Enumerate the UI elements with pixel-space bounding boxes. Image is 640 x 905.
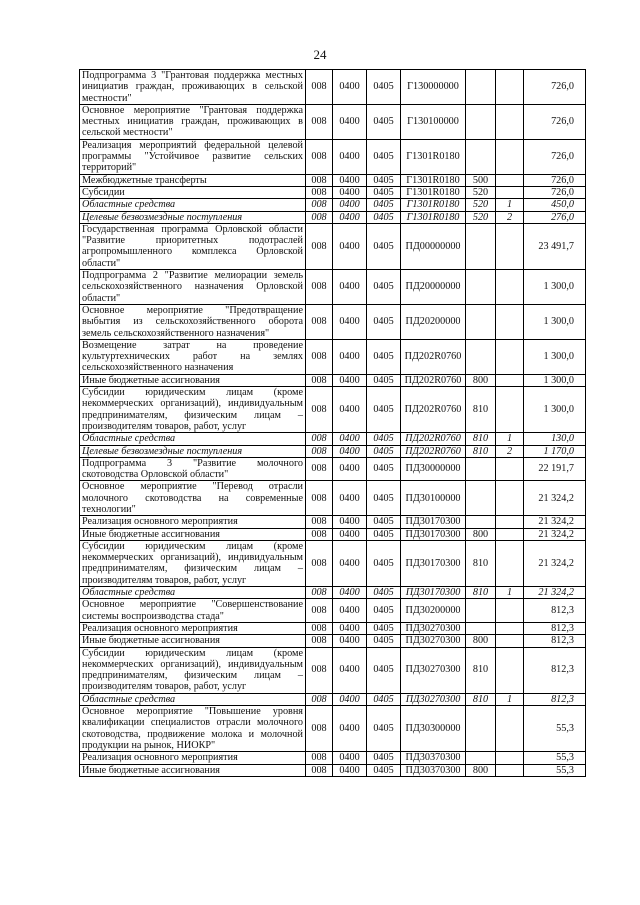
row-name: Субсидии юридическим лицам (кроме некоммерческих организаций), индивидуальным предпринимателям, физическим лицам – производителям товаров, работ, услуг [80,387,306,433]
amount: 55,3 [524,706,586,752]
expense-type-code: 800 [466,764,496,776]
funding-source-code [496,270,524,305]
funding-source-code [496,304,524,339]
funding-source-code [496,481,524,516]
amount: 726,0 [524,174,586,186]
table-row [80,339,586,374]
section-code: 0400 [333,304,367,339]
amount: 130,0 [524,433,586,445]
ministry-code: 008 [306,339,333,374]
table-row [80,139,586,174]
amount: 1 300,0 [524,270,586,305]
expense-type-code: 810 [466,693,496,705]
expense-type-code: 800 [466,635,496,647]
ministry-code: 008 [306,223,333,269]
amount: 1 170,0 [524,445,586,457]
subsection-code: 0405 [367,387,401,433]
expense-type-code [466,752,496,764]
expense-type-code [466,304,496,339]
ministry-code: 008 [306,764,333,776]
amount: 1 300,0 [524,374,586,386]
row-name: Межбюджетные трансферты [80,174,306,186]
subsection-code: 0405 [367,457,401,481]
table-row [80,374,586,386]
row-name: Основное мероприятие "Перевод отрасли молочного скотоводства на современные технологии" [80,481,306,516]
table-row [80,445,586,457]
ministry-code: 008 [306,516,333,528]
target-article-code: Г130100000 [401,104,466,139]
table-row [80,528,586,540]
subsection-code: 0405 [367,599,401,623]
subsection-code: 0405 [367,528,401,540]
target-article-code: ПД00000000 [401,223,466,269]
row-name: Субсидии юридическим лицам (кроме некоммерческих организаций), индивидуальным предпринимателям, физическим лицам – производителям товаров, работ, услуг [80,540,306,586]
amount: 812,3 [524,599,586,623]
table-row [80,433,586,445]
ministry-code: 008 [306,457,333,481]
expense-type-code [466,70,496,105]
table-row [80,270,586,305]
subsection-code: 0405 [367,540,401,586]
ministry-code: 008 [306,211,333,223]
table-row [80,635,586,647]
ministry-code: 008 [306,104,333,139]
target-article-code: ПД30200000 [401,599,466,623]
section-code: 0400 [333,104,367,139]
row-name: Целевые безвозмездные поступления [80,445,306,457]
ministry-code: 008 [306,622,333,634]
expense-type-code [466,622,496,634]
target-article-code: ПД30270300 [401,647,466,693]
section-code: 0400 [333,540,367,586]
row-name: Целевые безвозмездные поступления [80,211,306,223]
subsection-code: 0405 [367,139,401,174]
target-article-code: Г1301R0180 [401,139,466,174]
subsection-code: 0405 [367,693,401,705]
ministry-code: 008 [306,304,333,339]
table-row [80,186,586,198]
section-code: 0400 [333,457,367,481]
expense-type-code: 500 [466,174,496,186]
target-article-code: ПД30170300 [401,516,466,528]
target-article-code: Г1301R0180 [401,186,466,198]
expense-type-code [466,223,496,269]
funding-source-code [496,622,524,634]
expense-type-code: 520 [466,211,496,223]
expense-type-code [466,481,496,516]
funding-source-code [496,599,524,623]
amount: 726,0 [524,104,586,139]
target-article-code: ПД30000000 [401,457,466,481]
section-code: 0400 [333,387,367,433]
section-code: 0400 [333,764,367,776]
subsection-code: 0405 [367,339,401,374]
subsection-code: 0405 [367,186,401,198]
ministry-code: 008 [306,445,333,457]
funding-source-code [496,764,524,776]
row-name: Подпрограмма 3 "Грантовая поддержка местных инициатив граждан, проживающих в сельской местности" [80,70,306,105]
amount: 21 324,2 [524,481,586,516]
section-code: 0400 [333,635,367,647]
expense-type-code: 520 [466,186,496,198]
expense-type-code: 810 [466,387,496,433]
row-name: Субсидии [80,186,306,198]
amount: 55,3 [524,764,586,776]
funding-source-code [496,374,524,386]
subsection-code: 0405 [367,445,401,457]
table-row [80,752,586,764]
ministry-code: 008 [306,387,333,433]
expense-type-code: 810 [466,540,496,586]
table-row [80,516,586,528]
amount: 812,3 [524,622,586,634]
section-code: 0400 [333,199,367,211]
subsection-code: 0405 [367,223,401,269]
subsection-code: 0405 [367,587,401,599]
ministry-code: 008 [306,186,333,198]
ministry-code: 008 [306,528,333,540]
table-row [80,587,586,599]
amount: 21 324,2 [524,540,586,586]
section-code: 0400 [333,433,367,445]
amount: 450,0 [524,199,586,211]
funding-source-code [496,387,524,433]
target-article-code: Г1301R0180 [401,174,466,186]
funding-source-code [496,752,524,764]
amount: 726,0 [524,186,586,198]
table-row [80,387,586,433]
section-code: 0400 [333,270,367,305]
table-row [80,457,586,481]
subsection-code: 0405 [367,706,401,752]
section-code: 0400 [333,211,367,223]
target-article-code: Г130000000 [401,70,466,105]
section-code: 0400 [333,528,367,540]
table-row [80,223,586,269]
row-name: Реализация основного мероприятия [80,752,306,764]
expense-type-code [466,516,496,528]
ministry-code: 008 [306,199,333,211]
funding-source-code [496,70,524,105]
subsection-code: 0405 [367,70,401,105]
table-row [80,481,586,516]
section-code: 0400 [333,481,367,516]
table-body [80,70,586,777]
ministry-code: 008 [306,481,333,516]
ministry-code: 008 [306,693,333,705]
amount: 1 300,0 [524,339,586,374]
amount: 276,0 [524,211,586,223]
amount: 812,3 [524,647,586,693]
subsection-code: 0405 [367,516,401,528]
table-row [80,693,586,705]
table-row [80,104,586,139]
row-name: Государственная программа Орловской области "Развитие приоритетных подотраслей агропромышленного комплекса Орловской области" [80,223,306,269]
subsection-code: 0405 [367,622,401,634]
funding-source-code [496,139,524,174]
subsection-code: 0405 [367,199,401,211]
target-article-code: ПД30370300 [401,764,466,776]
section-code: 0400 [333,599,367,623]
section-code: 0400 [333,70,367,105]
subsection-code: 0405 [367,433,401,445]
row-name: Иные бюджетные ассигнования [80,374,306,386]
subsection-code: 0405 [367,174,401,186]
table-row [80,174,586,186]
amount: 1 300,0 [524,304,586,339]
budget-table [79,69,586,777]
row-name: Иные бюджетные ассигнования [80,764,306,776]
target-article-code: Г1301R0180 [401,199,466,211]
target-article-code: ПД30100000 [401,481,466,516]
ministry-code: 008 [306,433,333,445]
row-name: Основное мероприятие "Повышение уровня квалификации специалистов отрасли молочного скотоводства, продвижение молока и молочной продукции на рынок, НИОКР" [80,706,306,752]
funding-source-code [496,457,524,481]
ministry-code: 008 [306,174,333,186]
amount: 21 324,2 [524,587,586,599]
row-name: Основное мероприятие "Предотвращение выбытия из сельскохозяйственного оборота земель сельскохозяйственного назначения" [80,304,306,339]
funding-source-code [496,635,524,647]
table-row [80,764,586,776]
expense-type-code: 810 [466,647,496,693]
target-article-code: ПД20000000 [401,270,466,305]
target-article-code: ПД202R0760 [401,433,466,445]
expense-type-code [466,104,496,139]
amount: 21 324,2 [524,516,586,528]
ministry-code: 008 [306,270,333,305]
funding-source-code [496,223,524,269]
amount: 23 491,7 [524,223,586,269]
section-code: 0400 [333,374,367,386]
section-code: 0400 [333,706,367,752]
target-article-code: ПД30270300 [401,622,466,634]
subsection-code: 0405 [367,481,401,516]
expense-type-code: 810 [466,433,496,445]
table-row [80,70,586,105]
section-code: 0400 [333,223,367,269]
ministry-code: 008 [306,374,333,386]
expense-type-code [466,457,496,481]
table-row [80,211,586,223]
section-code: 0400 [333,174,367,186]
funding-source-code: 1 [496,199,524,211]
section-code: 0400 [333,339,367,374]
subsection-code: 0405 [367,374,401,386]
funding-source-code: 1 [496,587,524,599]
expense-type-code: 810 [466,445,496,457]
ministry-code: 008 [306,540,333,586]
row-name: Подпрограмма 3 "Развитие молочного скотоводства Орловской области" [80,457,306,481]
section-code: 0400 [333,445,367,457]
subsection-code: 0405 [367,647,401,693]
page-number: 24 [313,47,327,62]
target-article-code: ПД20200000 [401,304,466,339]
expense-type-code [466,339,496,374]
amount: 1 300,0 [524,387,586,433]
amount: 21 324,2 [524,528,586,540]
target-article-code: ПД202R0760 [401,387,466,433]
table-row [80,304,586,339]
row-name: Областные средства [80,693,306,705]
row-name: Областные средства [80,587,306,599]
ministry-code: 008 [306,752,333,764]
subsection-code: 0405 [367,104,401,139]
expense-type-code [466,139,496,174]
expense-type-code: 520 [466,199,496,211]
row-name: Основное мероприятие "Грантовая поддержка местных инициатив граждан, проживающих в сельской местности" [80,104,306,139]
row-name: Субсидии юридическим лицам (кроме некоммерческих организаций), индивидуальным предпринимателям, физическим лицам – производителям товаров, работ, услуг [80,647,306,693]
ministry-code: 008 [306,647,333,693]
section-code: 0400 [333,693,367,705]
row-name: Возмещение затрат на проведение культуртехнических работ на землях сельскохозяйственного назначения [80,339,306,374]
target-article-code: ПД30370300 [401,752,466,764]
subsection-code: 0405 [367,211,401,223]
table-row [80,540,586,586]
funding-source-code: 2 [496,211,524,223]
target-article-code: ПД30170300 [401,540,466,586]
section-code: 0400 [333,622,367,634]
target-article-code: ПД30170300 [401,528,466,540]
expense-type-code [466,706,496,752]
row-name: Областные средства [80,199,306,211]
amount: 726,0 [524,139,586,174]
subsection-code: 0405 [367,270,401,305]
target-article-code: Г1301R0180 [401,211,466,223]
funding-source-code [496,174,524,186]
target-article-code: ПД202R0760 [401,445,466,457]
expense-type-code [466,270,496,305]
section-code: 0400 [333,186,367,198]
ministry-code: 008 [306,706,333,752]
subsection-code: 0405 [367,304,401,339]
expense-type-code: 800 [466,528,496,540]
subsection-code: 0405 [367,752,401,764]
funding-source-code: 1 [496,693,524,705]
ministry-code: 008 [306,70,333,105]
amount: 812,3 [524,635,586,647]
target-article-code: ПД30270300 [401,635,466,647]
target-article-code: ПД30300000 [401,706,466,752]
funding-source-code: 2 [496,445,524,457]
section-code: 0400 [333,587,367,599]
row-name: Областные средства [80,433,306,445]
funding-source-code [496,186,524,198]
expense-type-code: 810 [466,587,496,599]
funding-source-code [496,516,524,528]
target-article-code: ПД30270300 [401,693,466,705]
row-name: Иные бюджетные ассигнования [80,528,306,540]
section-code: 0400 [333,516,367,528]
amount: 22 191,7 [524,457,586,481]
ministry-code: 008 [306,587,333,599]
subsection-code: 0405 [367,635,401,647]
amount: 812,3 [524,693,586,705]
funding-source-code [496,528,524,540]
row-name: Иные бюджетные ассигнования [80,635,306,647]
section-code: 0400 [333,139,367,174]
table-row [80,199,586,211]
amount: 726,0 [524,70,586,105]
ministry-code: 008 [306,139,333,174]
expense-type-code [466,599,496,623]
row-name: Реализация основного мероприятия [80,622,306,634]
funding-source-code [496,540,524,586]
expense-type-code: 800 [466,374,496,386]
row-name: Основное мероприятие "Совершенствование системы воспроизводства стада" [80,599,306,623]
table-row [80,622,586,634]
section-code: 0400 [333,647,367,693]
funding-source-code [496,339,524,374]
ministry-code: 008 [306,599,333,623]
funding-source-code [496,706,524,752]
funding-source-code: 1 [496,433,524,445]
ministry-code: 008 [306,635,333,647]
row-name: Подпрограмма 2 "Развитие мелиорации земель сельскохозяйственного назначения Орловской области" [80,270,306,305]
funding-source-code [496,104,524,139]
subsection-code: 0405 [367,764,401,776]
target-article-code: ПД202R0760 [401,374,466,386]
table-row [80,599,586,623]
row-name: Реализация мероприятий федеральной целевой программы "Устойчивое развитие сельских территорий" [80,139,306,174]
table-row [80,647,586,693]
row-name: Реализация основного мероприятия [80,516,306,528]
target-article-code: ПД30170300 [401,587,466,599]
table-row [80,706,586,752]
target-article-code: ПД202R0760 [401,339,466,374]
amount: 55,3 [524,752,586,764]
funding-source-code [496,647,524,693]
section-code: 0400 [333,752,367,764]
